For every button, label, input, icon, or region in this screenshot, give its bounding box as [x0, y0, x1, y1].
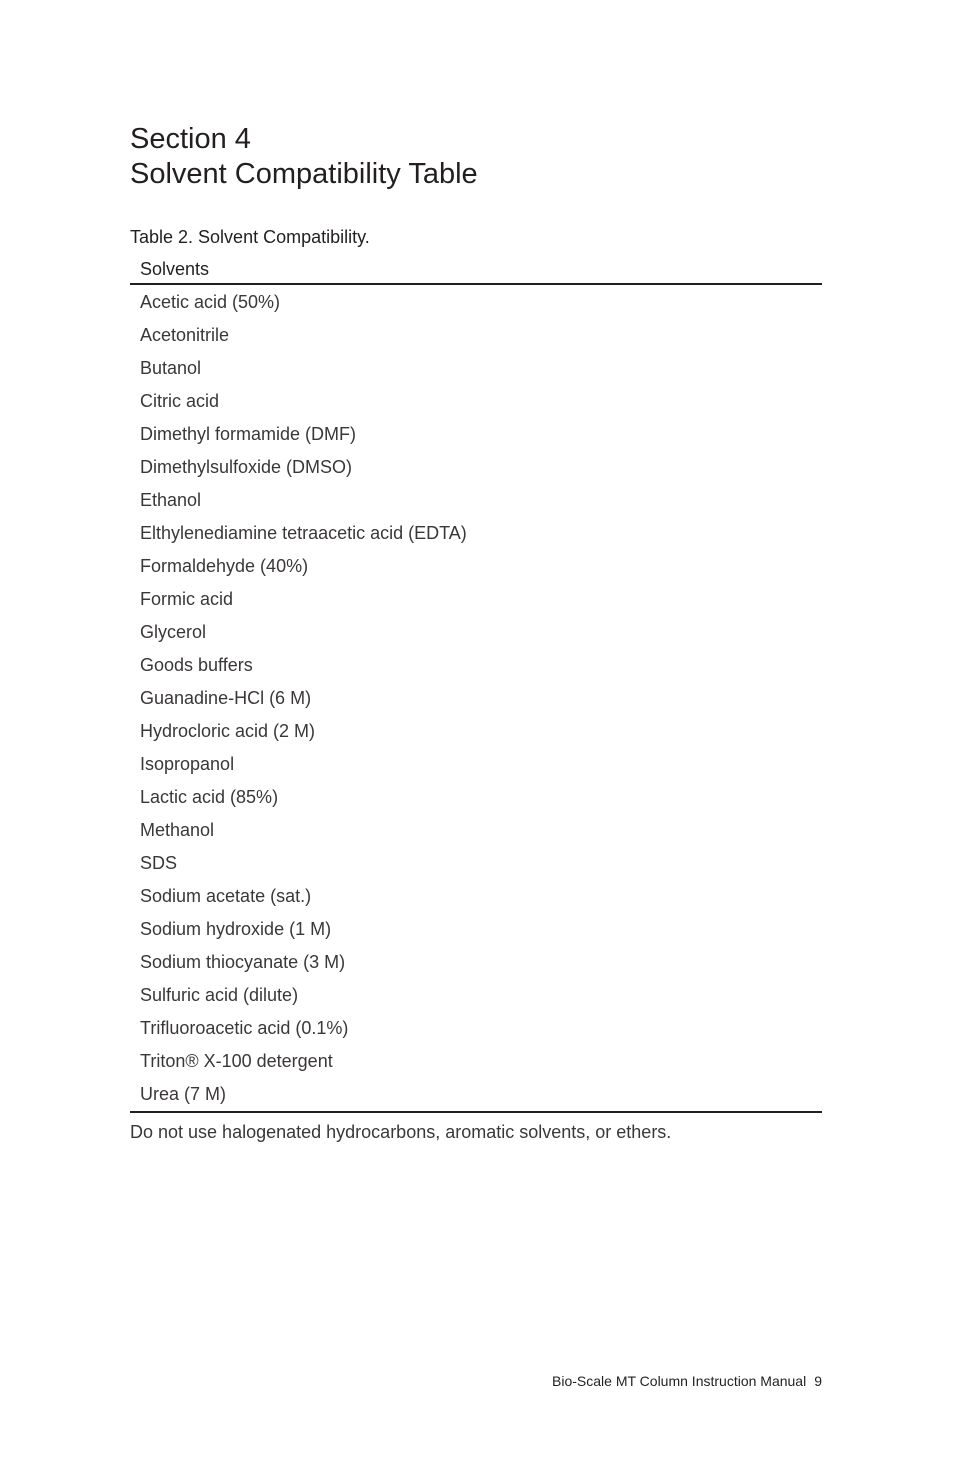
- table-row: Acetic acid (50%): [140, 292, 281, 312]
- table-row: Elthylenediamine tetraacetic acid (EDTA): [140, 523, 467, 543]
- table-row: Triton® X-100 detergent: [140, 1051, 333, 1071]
- table-row: Formaldehyde (40%): [140, 556, 309, 576]
- section-number: Section 4: [130, 123, 251, 155]
- table-row: Glycerol: [140, 622, 207, 642]
- table-row: Citric acid: [140, 391, 220, 411]
- table-row: Sodium acetate (sat.): [140, 886, 312, 906]
- section-title: Solvent Compatibility Table: [130, 158, 478, 190]
- section-heading: [130, 122, 478, 192]
- table-row: Lactic acid (85%): [140, 787, 279, 807]
- usage-note: Do not use halogenated hydrocarbons, aromatic solvents, or ethers.: [130, 1122, 672, 1142]
- table-row: Acetonitrile: [140, 325, 230, 345]
- table-row: Dimethyl formamide (DMF): [140, 424, 357, 444]
- table-row: SDS: [140, 853, 178, 873]
- table-row: Butanol: [140, 358, 202, 378]
- table-row: Trifluoroacetic acid (0.1%): [140, 1018, 349, 1038]
- table-row: Ethanol: [140, 490, 202, 510]
- table-caption: Table 2. Solvent Compatibility.: [130, 227, 370, 247]
- table-row: Formic acid: [140, 589, 234, 609]
- table-row: Sodium thiocyanate (3 M): [140, 952, 346, 972]
- table-row: Methanol: [140, 820, 215, 840]
- table-body: [130, 285, 822, 1113]
- manual-title: Bio-Scale MT Column Instruction Manual: [552, 1373, 807, 1389]
- table-row: Hydrocloric acid (2 M): [140, 721, 316, 741]
- table-row: Guanadine-HCl (6 M): [140, 688, 312, 708]
- table-header-row: [130, 255, 822, 285]
- table-row: Goods buffers: [140, 655, 253, 675]
- table-row: Sodium hydroxide (1 M): [140, 919, 332, 939]
- table-row: Urea (7 M): [140, 1084, 227, 1104]
- page-number: 9: [814, 1373, 822, 1389]
- table-row: Dimethylsulfoxide (DMSO): [140, 457, 353, 477]
- table-row: Isopropanol: [140, 754, 235, 774]
- solvent-compatibility-table: [130, 255, 822, 1113]
- column-header-solvents: Solvents: [140, 259, 210, 279]
- table-row: Sulfuric acid (dilute): [140, 985, 299, 1005]
- page-footer: [552, 1372, 822, 1390]
